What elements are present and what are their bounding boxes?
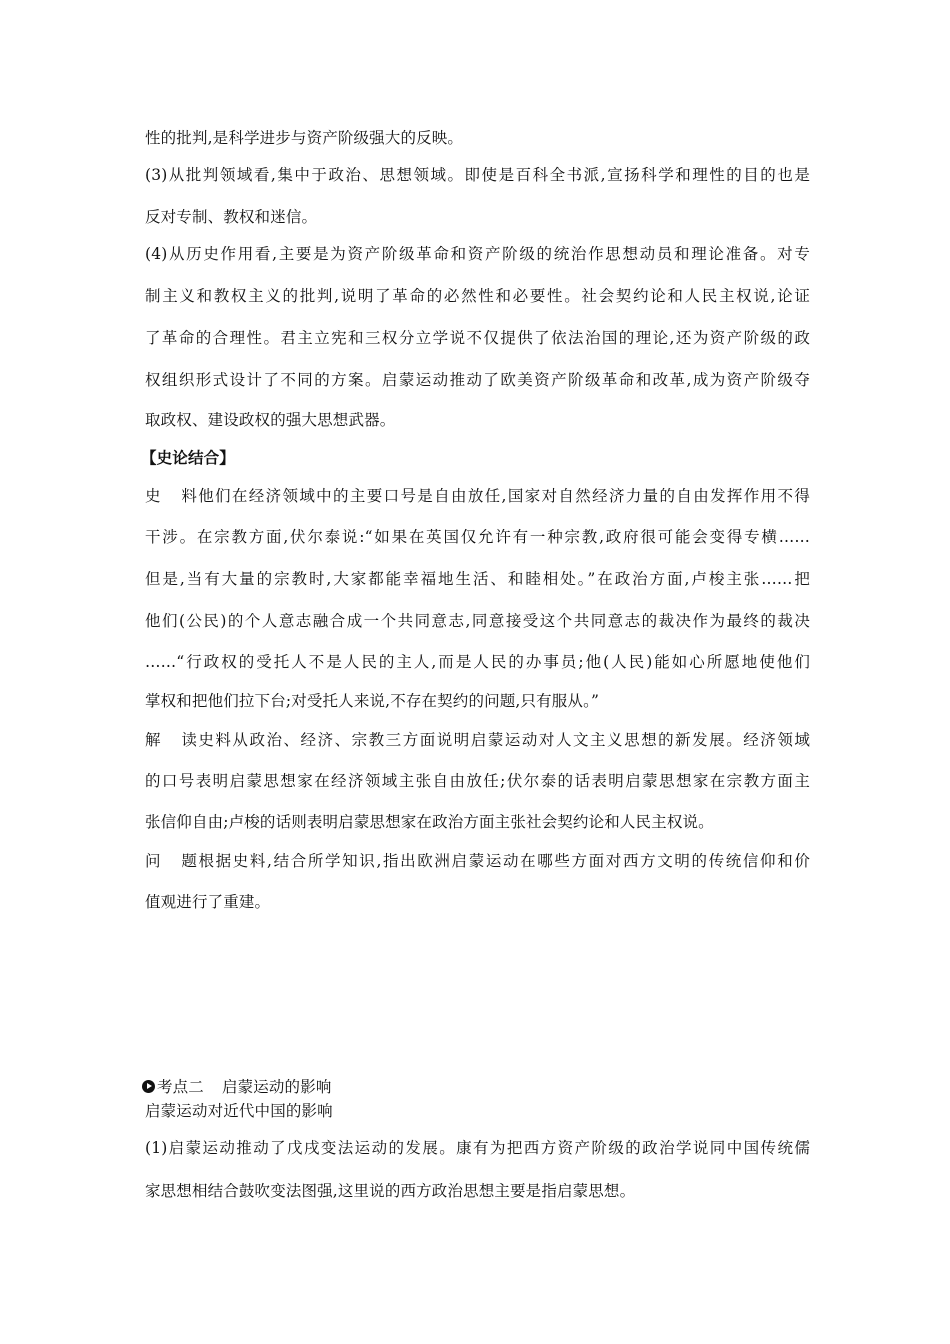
source-line: 干涉。在宗教方面,伏尔泰说:“如果在英国仅允许有一种宗教,政府很可能会变得专横…… [145, 528, 810, 546]
section-heading: 【史论结合】 [141, 448, 235, 467]
text-line: 取政权、建设政权的强大思想武器。 [145, 411, 396, 429]
reading-line: 的口号表明启蒙思想家在经济领域主张自由放任;伏尔泰的话表明启蒙思想家在宗教方面主 [145, 772, 810, 790]
source-line [145, 486, 810, 506]
kaodian-label: 考点二 [157, 1078, 204, 1096]
source-line: ……“行政权的受托人不是人民的主人,而是人民的办事员;他(人民)能如心所愿地使他们 [145, 653, 810, 671]
kaodian-title: 启蒙运动的影响 [221, 1078, 332, 1096]
source-line: 他们(公民)的个人意志融合成一个共同意志,同意接受这个共同意志的裁决作为最终的裁决 [145, 612, 810, 630]
kaodian-heading [142, 1077, 807, 1097]
text-line: (4)从历史作用看,主要是为资产阶级革命和资产阶级的统治作思想动员和理论准备。对专 [145, 245, 810, 263]
reading-line: 张信仰自由;卢梭的话则表明启蒙思想家在政治方面主张社会契约论和人民主权说。 [145, 813, 714, 831]
text-line: 反对专制、教权和迷信。 [145, 208, 318, 226]
text-line: 性的批判,是科学进步与资产阶级强大的反映。 [145, 129, 464, 147]
text-line: 了革命的合理性。君主立宪和三权分立学说不仅提供了依法治国的理论,还为资产阶级的政 [145, 329, 810, 347]
reading-line [145, 730, 810, 750]
source-line: 掌权和把他们拉下台;对受托人来说,不存在契约的问题,只有服从。” [145, 692, 600, 710]
source-line: 但是,当有大量的宗教时,大家都能幸福地生活、和睦相处。”在政治方面,卢梭主张……把 [145, 570, 810, 588]
source-label: 史料 [145, 487, 197, 505]
source-text: 他们在经济领域中的主要口号是自由放任,国家对自然经济力量的自由发挥作用不得 [197, 487, 810, 505]
question-line [145, 851, 810, 871]
text-line: 家思想相结合鼓吹变法图强,这里说的西方政治思想主要是指启蒙思想。 [145, 1182, 636, 1200]
question-label: 问题 [145, 852, 197, 870]
text-line: (3)从批判领域看,集中于政治、思想领域。即使是百科全书派,宣扬科学和理性的目的也是 [145, 166, 810, 184]
kaodian-subtitle: 启蒙运动对近代中国的影响 [145, 1102, 333, 1120]
text-line: (1)启蒙运动推动了戊戌变法运动的发展。康有为把西方资产阶级的政治学说同中国传统儒 [145, 1139, 810, 1157]
reading-text: 史料从政治、经济、宗教三方面说明启蒙运动对人文主义思想的新发展。经济领域 [197, 731, 810, 749]
reading-label: 解读 [145, 731, 197, 749]
text-line: 权组织形式设计了不同的方案。启蒙运动推动了欧美资产阶级革命和改革,成为资产阶级夺 [145, 371, 810, 389]
question-line: 值观进行了重建。 [145, 893, 271, 911]
question-text: 根据史料,结合所学知识,指出欧洲启蒙运动在哪些方面对西方文明的传统信仰和价 [197, 852, 810, 870]
play-marker-icon [142, 1080, 155, 1093]
text-line: 制主义和教权主义的批判,说明了革命的必然性和必要性。社会契约论和人民主权说,论证 [145, 287, 810, 305]
